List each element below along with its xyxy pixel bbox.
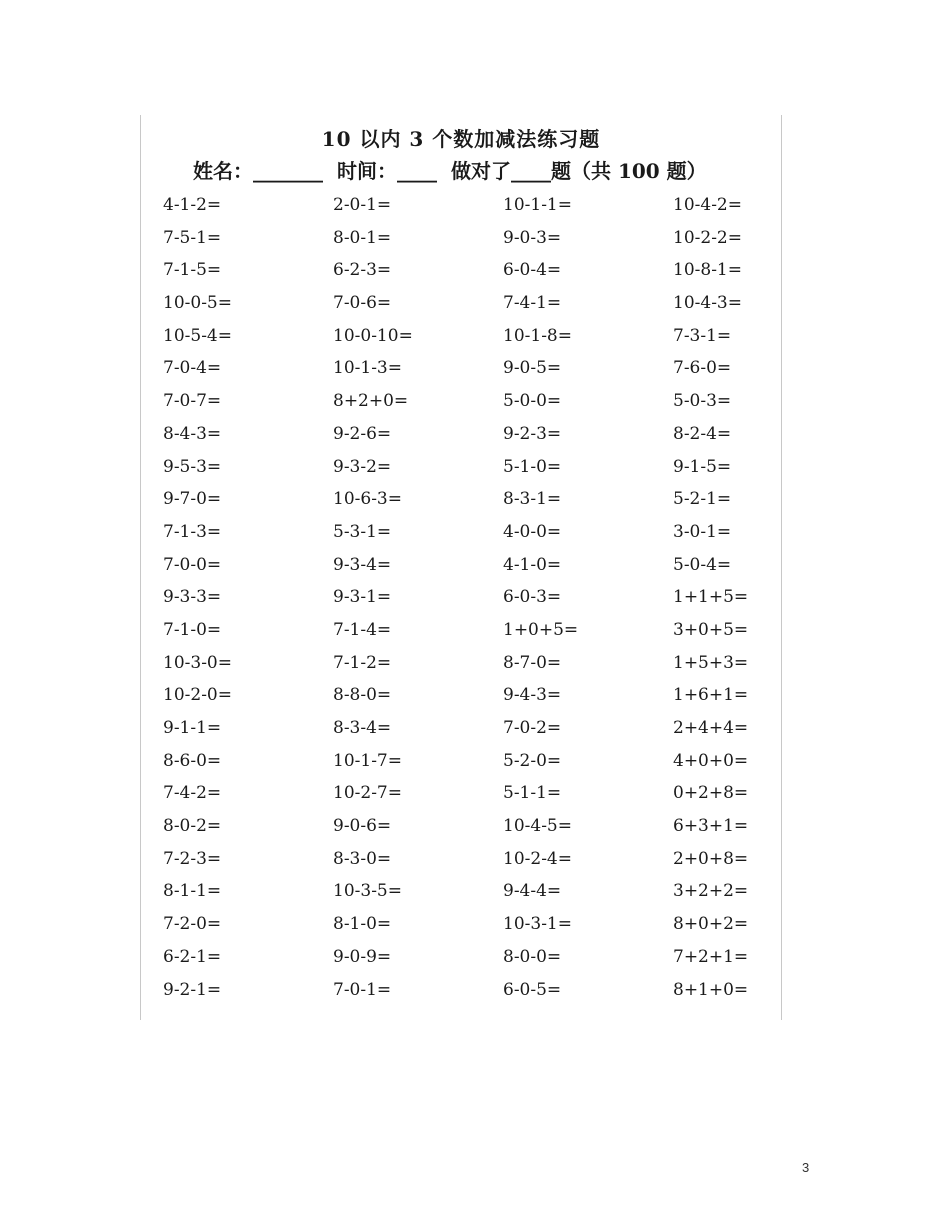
problem-item: 10-5-4=: [163, 325, 232, 346]
problem-item: 7-1-4=: [333, 619, 392, 640]
problem-item: 7-0-1=: [333, 979, 392, 1000]
problem-item: 7-2-0=: [163, 914, 222, 935]
problem-item: 2+0+8=: [673, 848, 749, 869]
problem-item: 8-3-0=: [333, 848, 392, 869]
problem-item: 7-0-0=: [163, 554, 222, 575]
problem-item: 10-2-0=: [163, 685, 232, 706]
problem-item: 4-1-2=: [163, 195, 222, 215]
problem-item: 9-3-2=: [333, 456, 392, 477]
problem-item: 1+5+3=: [673, 652, 749, 673]
problem-item: 10-3-0=: [163, 652, 232, 673]
problem-item: 10-6-3=: [333, 489, 402, 510]
problem-item: 4-0-0=: [503, 521, 562, 542]
problem-item: 9-4-3=: [503, 685, 562, 706]
problem-grid: [163, 189, 773, 1006]
problem-item: 6-2-1=: [163, 946, 222, 967]
problem-item: 8-4-3=: [163, 423, 222, 444]
problem-item: 9-3-4=: [333, 554, 392, 575]
problem-item: 10-1-7=: [333, 750, 402, 771]
problem-item: 8-0-1=: [333, 227, 392, 248]
info-line: [193, 155, 707, 184]
problem-item: 10-3-5=: [333, 881, 402, 902]
problem-item: 9-7-0=: [163, 489, 222, 510]
problem-item: 4-1-0=: [503, 554, 562, 575]
problem-item: 7-5-1=: [163, 227, 222, 248]
problem-item: 10-3-1=: [503, 914, 572, 935]
problem-item: 5-2-1=: [673, 489, 732, 510]
problem-item: 7-2-3=: [163, 848, 222, 869]
problem-item: 10-4-3=: [673, 293, 742, 314]
problem-item: 5-1-0=: [503, 456, 562, 477]
problem-item: 6+3+1=: [673, 816, 749, 837]
problem-item: 10-0-10=: [333, 325, 413, 346]
problem-item: 8-3-4=: [333, 718, 392, 738]
problem-item: 5-2-0=: [503, 750, 562, 771]
problem-item: 3-0-1=: [673, 521, 732, 542]
problem-item: 7-0-4=: [163, 358, 222, 379]
problem-item: 9-0-3=: [503, 227, 562, 248]
problem-item: 6-0-5=: [503, 979, 562, 1000]
problem-item: 3+2+2=: [673, 881, 749, 902]
problem-item: 8-0-0=: [503, 946, 562, 967]
problem-item: 7-1-3=: [163, 521, 222, 542]
problem-item: 5-3-1=: [333, 521, 392, 542]
problem-item: 7-0-7=: [163, 391, 222, 412]
problem-item: 7-4-1=: [503, 293, 562, 314]
problem-item: 8-7-0=: [503, 652, 562, 673]
problem-item: 9-0-9=: [333, 946, 392, 967]
problem-item: 7-1-2=: [333, 652, 392, 673]
problem-item: 10-1-3=: [333, 358, 402, 379]
problem-item: 8+1+0=: [673, 979, 749, 1000]
problem-item: 7-6-0=: [673, 358, 732, 379]
problem-item: 4+0+0=: [673, 750, 749, 771]
problem-item: 8+2+0=: [333, 391, 409, 412]
problem-item: 9-4-4=: [503, 881, 562, 902]
problem-item: 10-4-5=: [503, 816, 572, 837]
problem-item: 8-1-1=: [163, 881, 222, 902]
problem-item: 10-4-2=: [673, 195, 742, 215]
problem-item: 10-8-1=: [673, 260, 742, 281]
problem-item: 9-2-6=: [333, 423, 392, 444]
problem-item: 9-1-1=: [163, 718, 222, 738]
correct-count-field: 做对了____题（共 100 题）: [451, 159, 707, 183]
problem-item: 7-1-5=: [163, 260, 222, 281]
problem-item: 0+2+8=: [673, 783, 749, 804]
problem-item: 2-0-1=: [333, 195, 392, 215]
problem-item: 1+1+5=: [673, 587, 749, 608]
problem-item: 6-2-3=: [333, 260, 392, 281]
problem-item: 10-0-5=: [163, 293, 232, 314]
problem-item: 7-0-6=: [333, 293, 392, 314]
problem-item: 8-1-0=: [333, 914, 392, 935]
time-field: 时间：____: [337, 159, 437, 183]
problem-item: 5-0-4=: [673, 554, 732, 575]
page-number: 3: [802, 1160, 810, 1175]
name-field: 姓名：_______: [193, 159, 323, 183]
worksheet: [140, 115, 782, 1020]
problem-item: 7-1-0=: [163, 619, 222, 640]
problem-item: 10-2-4=: [503, 848, 572, 869]
problem-item: 5-0-0=: [503, 391, 562, 412]
problem-item: 7-3-1=: [673, 325, 732, 346]
problem-item: 6-0-4=: [503, 260, 562, 281]
problem-item: 9-0-6=: [333, 816, 392, 837]
problem-item: 9-2-1=: [163, 979, 222, 1000]
problem-item: 7+2+1=: [673, 946, 749, 967]
problem-item: 10-1-8=: [503, 325, 572, 346]
problem-item: 8-6-0=: [163, 750, 222, 771]
problem-item: 8-8-0=: [333, 685, 392, 706]
problem-item: 2+4+4=: [673, 718, 749, 738]
problem-item: 9-3-1=: [333, 587, 392, 608]
problem-item: 9-1-5=: [673, 456, 732, 477]
problem-item: 10-2-7=: [333, 783, 402, 804]
problem-item: 8-3-1=: [503, 489, 562, 510]
problem-item: 5-1-1=: [503, 783, 562, 804]
problem-item: 8+0+2=: [673, 914, 749, 935]
problem-item: 8-0-2=: [163, 816, 222, 837]
problem-item: 7-0-2=: [503, 718, 562, 738]
problem-item: 9-2-3=: [503, 423, 562, 444]
problem-item: 6-0-3=: [503, 587, 562, 608]
problem-item: 7-4-2=: [163, 783, 222, 804]
problem-item: 5-0-3=: [673, 391, 732, 412]
problem-item: 3+0+5=: [673, 619, 749, 640]
problem-item: 10-1-1=: [503, 195, 572, 215]
problem-item: 9-3-3=: [163, 587, 222, 608]
problem-item: 9-5-3=: [163, 456, 222, 477]
problem-item: 1+6+1=: [673, 685, 749, 706]
problem-item: 10-2-2=: [673, 227, 742, 248]
problem-item: 1+0+5=: [503, 619, 579, 640]
worksheet-title: 10 以内 3 个数加减法练习题: [321, 127, 601, 151]
problem-item: 8-2-4=: [673, 423, 732, 444]
problem-item: 9-0-5=: [503, 358, 562, 379]
